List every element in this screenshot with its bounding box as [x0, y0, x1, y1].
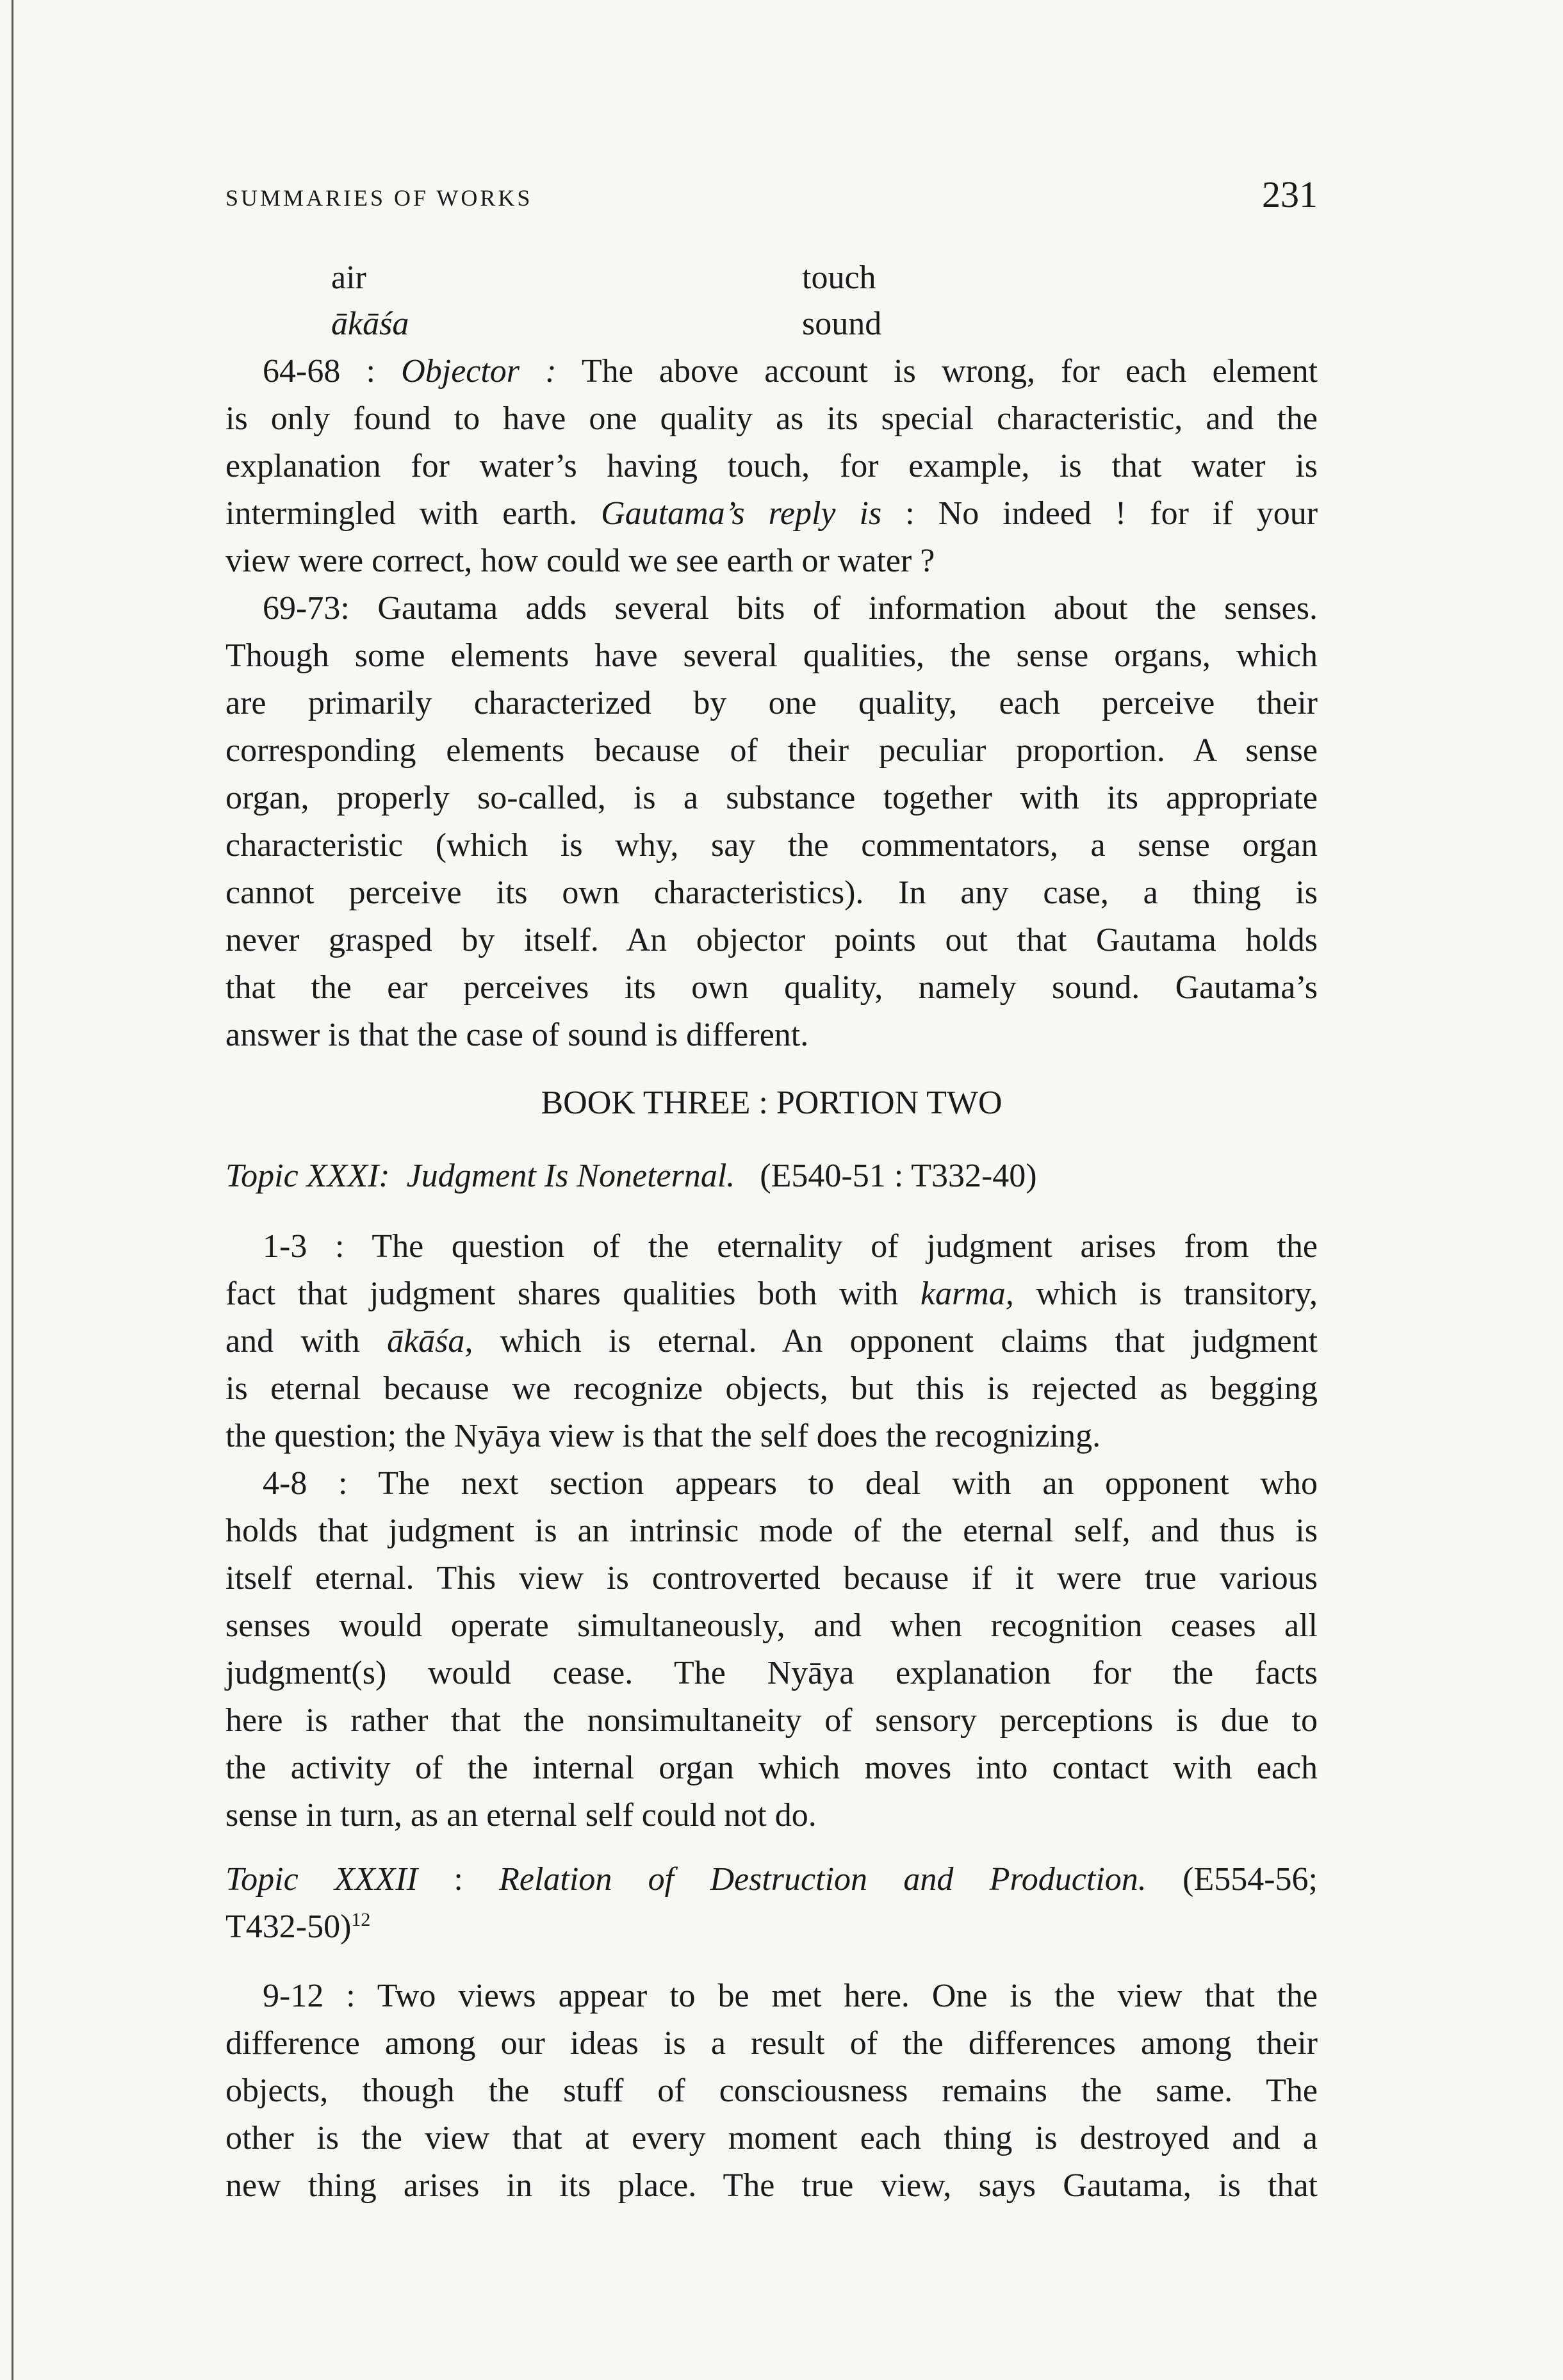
- table-element-air: air: [331, 259, 366, 296]
- paragraph-line: Though some elements have several qualities, the sense organs, which: [225, 637, 1318, 674]
- text-fragment: intermingled with earth.: [225, 495, 578, 532]
- section-ref: 64-68 :: [263, 353, 375, 390]
- paragraph-line: difference among our ideas is a result of the differences among their: [225, 2025, 1318, 2062]
- paragraph-line: organ, properly so-called, is a substance together with its appropriate: [225, 780, 1318, 816]
- paragraph-line: here is rather that the nonsimultaneity of sensory perceptions is due to: [225, 1702, 1318, 1739]
- table-element-akasa: ākāśa: [331, 306, 409, 342]
- paragraph-line: the question; the Nyāya view is that the self does the recognizing.: [225, 1418, 1101, 1454]
- paragraph-line: judgment(s) would cease. The Nyāya explanation for the facts: [225, 1655, 1318, 1691]
- topic-title: Relation of Destruction and Production.: [499, 1861, 1147, 1898]
- reply-label: Gautama’s reply is: [601, 495, 882, 532]
- text-fragment: The above account is wrong, for each element: [581, 353, 1318, 390]
- paragraph-line: [225, 491, 1318, 537]
- running-head: [225, 173, 1318, 218]
- page-number: 231: [1262, 174, 1318, 215]
- paragraph-line: objects, though the stuff of consciousness remains the same. The: [225, 2072, 1318, 2109]
- topic-heading: [225, 1153, 1318, 1199]
- paragraph-line: is only found to have one quality as its special characteristic, and the: [225, 400, 1318, 437]
- book-heading: BOOK THREE : PORTION TWO: [541, 1085, 1002, 1121]
- paragraph-line: characteristic (which is why, say the commentators, a sense organ: [225, 827, 1318, 864]
- topic-label: Topic XXXII: [225, 1861, 418, 1898]
- paragraph-line: senses would operate simultaneously, and when recognition ceases all: [225, 1607, 1318, 1644]
- text-fragment: :: [454, 1861, 463, 1898]
- topic-refs: (E554-56;: [1182, 1861, 1318, 1898]
- topic-title: Judgment Is Noneternal.: [406, 1158, 735, 1194]
- term-karma: karma,: [920, 1276, 1014, 1312]
- paragraph-line: [225, 349, 1318, 395]
- paragraph-line: new thing arises in its place. The true view, says Gautama, is that: [225, 2167, 1318, 2204]
- paragraph-line: holds that judgment is an intrinsic mode of the eternal self, and thus is: [225, 1513, 1318, 1549]
- topic-label: Topic XXXI:: [225, 1158, 390, 1194]
- paragraph-line: explanation for water’s having touch, for example, is that water is: [225, 448, 1318, 484]
- paragraph-line: sense in turn, as an eternal self could not do.: [225, 1797, 817, 1834]
- paragraph-line: the activity of the internal organ which moves into contact with each: [225, 1750, 1318, 1786]
- footnote-mark: 12: [351, 1909, 371, 1930]
- paragraph-line: answer is that the case of sound is different.: [225, 1017, 809, 1053]
- text-fragment: : No indeed ! for if your: [905, 495, 1318, 532]
- paragraph-line: are primarily characterized by one quality, each perceive their: [225, 685, 1318, 721]
- paragraph-line: cannot perceive its own characteristics). In any case, a thing is: [225, 874, 1318, 911]
- table-quality-touch: touch: [802, 259, 876, 296]
- paragraph-line: other is the view that at every moment each thing is destroyed and a: [225, 2120, 1318, 2156]
- paragraph-line: corresponding elements because of their peculiar proportion. A sense: [225, 732, 1318, 769]
- paragraph-line: is eternal because we recognize objects, but this is rejected as begging: [225, 1370, 1318, 1407]
- topic-heading-cont: [225, 1904, 1318, 1950]
- topic-heading: [225, 1857, 1318, 1903]
- paragraph-line: that the ear perceives its own quality, namely sound. Gautama’s: [225, 969, 1318, 1006]
- text-fragment: fact that judgment shares qualities both with: [225, 1276, 899, 1312]
- text-fragment: and with: [225, 1323, 360, 1359]
- term-akasa: ākāśa,: [387, 1323, 473, 1359]
- paragraph-line: view were correct, how could we see earth or water ?: [225, 543, 935, 579]
- paragraph-line: never grasped by itself. An objector points out that Gautama holds: [225, 922, 1318, 958]
- paragraph-line: 9-12 : Two views appear to be met here. One is the view that the: [263, 1978, 1318, 2014]
- paragraph-line: itself eternal. This view is controverted because if it were true various: [225, 1560, 1318, 1596]
- paragraph-line: [225, 1318, 1318, 1365]
- text-fragment: which is transitory,: [1036, 1276, 1318, 1312]
- paragraph-line: 4-8 : The next section appears to deal with an opponent who: [263, 1465, 1318, 1502]
- topic-refs: (E540-51 : T332-40): [760, 1158, 1037, 1194]
- topic-refs: T432-50): [225, 1908, 352, 1945]
- table-quality-sound: sound: [802, 306, 882, 342]
- paragraph-line: [225, 1271, 1318, 1317]
- paragraph-line: 69-73: Gautama adds several bits of information about the senses.: [263, 590, 1318, 627]
- text-fragment: which is eternal. An opponent claims that judgment: [500, 1323, 1318, 1359]
- paragraph-line: 1-3 : The question of the eternality of judgment arises from the: [263, 1228, 1318, 1265]
- objector-label: Objector :: [401, 353, 557, 390]
- page-edge-line: [12, 0, 13, 2380]
- running-title: SUMMARIES OF WORKS: [225, 185, 533, 211]
